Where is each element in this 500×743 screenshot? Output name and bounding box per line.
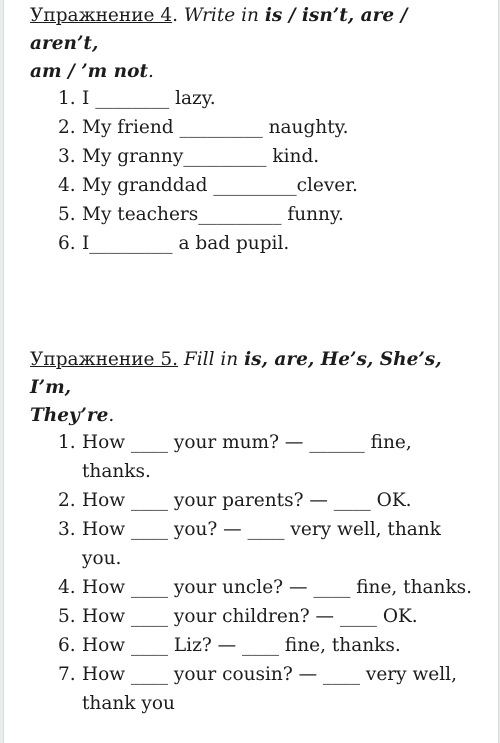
item-number: 6. <box>58 635 76 656</box>
item-text: My granddad _________clever. <box>82 175 358 196</box>
list-item <box>58 84 478 113</box>
item-text: How ____ your uncle? — ____ fine, thanks. <box>82 577 473 598</box>
list-item <box>58 171 478 200</box>
item-text: How ____ your mum? — ______ fine, thanks. <box>82 432 412 482</box>
item-text: How ____ your cousin? — ____ very well, thank you <box>82 664 457 714</box>
item-text: My friend _________ naughty. <box>82 117 349 138</box>
item-number: 4. <box>58 175 76 196</box>
item-number: 6. <box>58 233 76 254</box>
item-number: 5. <box>58 204 76 225</box>
list-item <box>58 200 478 229</box>
item-number: 1. <box>58 88 76 109</box>
list-item <box>58 660 478 718</box>
item-text: How ____ your children? — ____ OK. <box>82 606 418 627</box>
item-text: My teachers_________ funny. <box>82 204 344 225</box>
exercise-4-label: Упражнение 4 <box>30 5 173 26</box>
list-item <box>58 515 478 573</box>
list-item <box>58 428 478 486</box>
item-number: 5. <box>58 606 76 627</box>
exercise-5-target-words: is, are, He’s, She’s, I’m, <box>30 349 442 398</box>
item-text: How ____ your parents? — ____ OK. <box>82 490 412 511</box>
exercise-4-target-words: is / isn’t, are / aren’t, <box>30 5 408 54</box>
list-item <box>58 229 478 258</box>
item-text: I ________ lazy. <box>82 88 216 109</box>
list-item <box>58 486 478 515</box>
item-number: 7. <box>58 664 76 685</box>
exercise-5-list <box>58 428 478 718</box>
item-text: How ____ Liz? — ____ fine, thanks. <box>82 635 401 656</box>
item-number: 1. <box>58 432 76 453</box>
worksheet-page <box>3 0 499 743</box>
exercise-4-list <box>58 84 478 258</box>
item-number: 4. <box>58 577 76 598</box>
exercise-4-target-words-2: am / ’m not <box>30 61 148 82</box>
item-text: My granny_________ kind. <box>82 146 320 167</box>
list-item <box>58 113 478 142</box>
item-number: 3. <box>58 519 76 540</box>
exercise-5-instruction: Fill in <box>183 349 245 370</box>
item-number: 2. <box>58 490 76 511</box>
list-item <box>58 631 478 660</box>
list-item <box>58 142 478 171</box>
item-text: How ____ you? — ____ very well, thank you. <box>82 519 441 569</box>
item-text: I_________ a bad pupil. <box>82 233 290 254</box>
exercise-5-target-words-2: They’re <box>30 405 109 426</box>
item-number: 2. <box>58 117 76 138</box>
item-number: 3. <box>58 146 76 167</box>
list-item <box>58 573 478 602</box>
exercise-5-heading <box>30 346 480 430</box>
list-item <box>58 602 478 631</box>
exercise-4-instruction: Write in <box>183 5 265 26</box>
exercise-4-heading <box>30 2 480 86</box>
exercise-5-end: . <box>108 405 115 426</box>
exercise-4-end: . <box>148 61 154 82</box>
exercise-5-label: Упражнение 5. <box>30 349 179 370</box>
exercise-4-label-punct: . <box>172 5 184 26</box>
